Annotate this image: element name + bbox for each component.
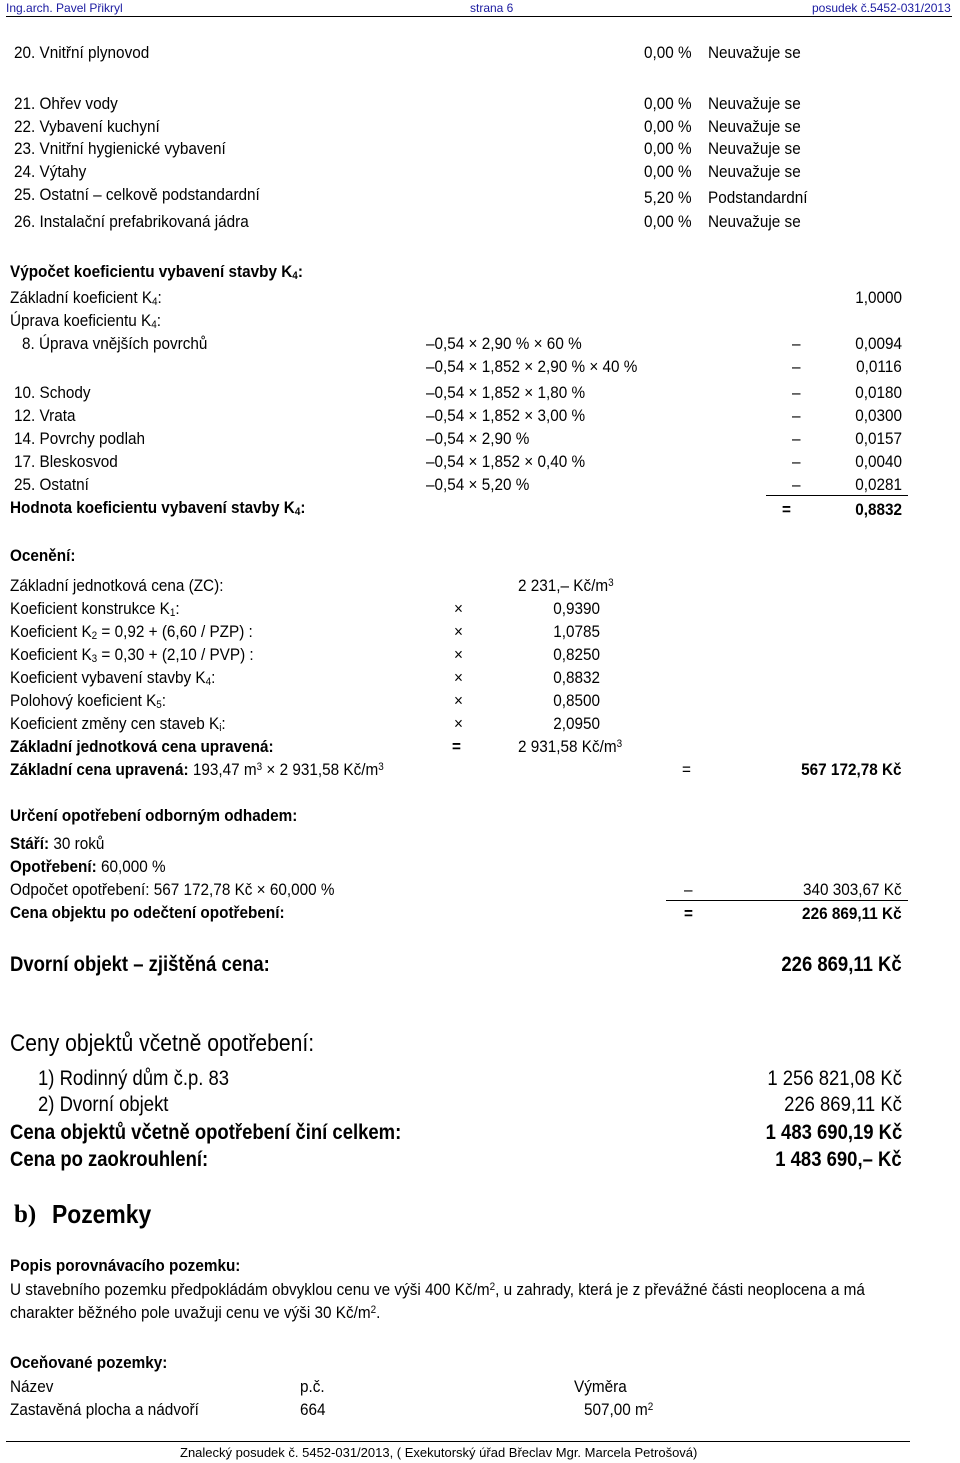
k4-title: Výpočet koeficientu vybavení stavby $K_4$: (10, 262, 303, 282)
lot-parcel: 664 (300, 1400, 326, 1419)
header-rule (6, 16, 952, 17)
minus-sign: – (792, 429, 801, 448)
equipment-state: Podstandardní (708, 188, 808, 207)
minus-sign: – (792, 406, 801, 425)
eq-sign: = (452, 737, 461, 756)
equipment-label: 23. Vnitřní hygienické vybavení (14, 139, 226, 158)
k4-result-value: 0,8832 (855, 500, 902, 519)
minus-sign: – (792, 383, 801, 402)
land-desc-line: U stavebního pozemku předpokládám obvyklou cenu ve výši 400 $Kč/m^2$, u zahrady, která je z převážné části neoplocena a má (10, 1280, 865, 1299)
k4-row-formula: –0,54 × 1,852 × 1,80 % (426, 383, 586, 402)
coef-value: 0,8832 (553, 668, 600, 687)
k4-base-value: 1,0000 (855, 288, 902, 307)
summary-total-label: Cena objektů včetně opotřebení činí celkem: (10, 1121, 402, 1144)
k4-adjust-label: Úprava koeficientu $K_4$: (10, 311, 161, 331)
section-letter: b) (14, 1201, 37, 1228)
times-sign: × (454, 622, 463, 641)
k4-row-value: 0,0040 (855, 452, 902, 471)
col-name: Název (10, 1377, 54, 1396)
courtyard-price-value: 226 869,11 Kč (781, 953, 902, 976)
deduction-label: Odpočet opotřebení: 567 172,78 Kč × 60,000 % (10, 880, 335, 899)
k4-result-eq: = (782, 500, 791, 519)
k4-row-formula: –0,54 × 5,20 % (426, 475, 530, 494)
valuation-title: Ocenění: (10, 546, 76, 565)
eq-sign: = (682, 760, 691, 779)
coef-label: Koeficient $K_3 = 0,30 + (2,10 / PVP)$ : (10, 645, 254, 665)
summary-item-value: 226 869,11 Kč (784, 1093, 902, 1116)
land-desc-line: charakter běžného pole uvažuji cenu ve výši 30 $Kč/m^2$. (10, 1303, 381, 1322)
adjusted-price-label: Základní cena upravená: 193,47 $m^3 \times 2$ 931,58 $Kč/m^3$ (10, 760, 384, 779)
minus-sign: – (792, 334, 801, 353)
k4-row-formula: –0,54 × 2,90 % × 60 % (426, 334, 582, 353)
courtyard-price-label: Dvorní objekt – zjištěná cena: (10, 953, 270, 976)
wear-title: Určení opotřebení odborným odhadem: (10, 806, 298, 825)
minus-sign: – (792, 357, 801, 376)
k4-row-label: 8. Úprava vnějších povrchů (22, 334, 208, 353)
summary-item-label: 1) Rodinný dům č.p. 83 (38, 1067, 230, 1090)
section-title: Pozemky (52, 1199, 152, 1229)
equipment-pct: 0,00 % (644, 117, 692, 136)
coef-value: 2,0950 (553, 714, 600, 733)
equipment-pct: 0,00 % (644, 94, 692, 113)
coef-value: 0,8250 (553, 645, 600, 664)
times-sign: × (454, 645, 463, 664)
k4-row-label: 17. Bleskosvod (14, 452, 118, 471)
k4-row-formula: –0,54 × 1,852 × 3,00 % (426, 406, 586, 425)
eq-sign: = (684, 904, 693, 923)
minus-sign: – (792, 452, 801, 471)
base-price-value: 2 231,– $Kč/m^3$ (518, 576, 614, 595)
k4-row-label: 12. Vrata (14, 406, 76, 425)
col-parcel: p.č. (300, 1377, 325, 1396)
coef-label: Koeficient $K_2 = 0,92 + (6,60 / PZP)$ : (10, 622, 253, 642)
header-report: posudek č.5452-031/2013 (812, 1, 951, 15)
summary-title: Ceny objektů včetně opotřebení: (10, 1030, 315, 1057)
k4-row-label: 14. Povrchy podlah (14, 429, 145, 448)
equipment-label: 24. Výtahy (14, 162, 87, 181)
k4-row-label: 10. Schody (14, 383, 91, 402)
k4-row-value: 0,0116 (856, 357, 902, 376)
equipment-pct: 0,00 % (644, 139, 692, 158)
equipment-label: 21. Ohřev vody (14, 94, 118, 113)
equipment-state: Neuvažuje se (708, 139, 801, 158)
sum-rule (666, 900, 908, 901)
k4-row-label: 25. Ostatní (14, 475, 89, 494)
equipment-pct: 5,20 % (644, 188, 692, 207)
coef-label: Polohový koeficient $K_5$: (10, 691, 167, 711)
net-price-value: 226 869,11 Kč (802, 904, 902, 923)
equipment-label: 25. Ostatní – celkově podstandardní (14, 185, 260, 204)
coef-label: Koeficient změny cen staveb $K_i$: (10, 714, 226, 734)
age-line: Stáří: 30 roků (10, 834, 105, 853)
minus-sign: – (684, 880, 693, 899)
times-sign: × (454, 714, 463, 733)
footer-text: Znalecký posudek č. 5452-031/2013, ( Exekutorský úřad Břeclav Mgr. Marcela Petrošová) (180, 1445, 698, 1460)
k4-row-value: 0,0180 (855, 383, 902, 402)
equipment-label: 26. Instalační prefabrikovaná jádra (14, 212, 249, 231)
lot-name: Zastavěná plocha a nádvoří (10, 1400, 199, 1419)
summary-item-label: 2) Dvorní objekt (38, 1093, 169, 1116)
footer-rule (6, 1441, 910, 1442)
adjusted-unit-price-label: Základní jednotková cena upravená: (10, 737, 274, 756)
coef-value: 1,0785 (553, 622, 600, 641)
lot-area: 507,00 $m^2$ (584, 1400, 654, 1419)
summary-total-value: 1 483 690,19 Kč (765, 1121, 902, 1144)
col-area: Výměra (574, 1377, 627, 1396)
summary-rounded-value: 1 483 690,– Kč (775, 1148, 902, 1171)
net-price-label: Cena objektu po odečtení opotřebení: (10, 903, 285, 922)
times-sign: × (454, 668, 463, 687)
equipment-pct: 0,00 % (644, 162, 692, 181)
k4-row-formula: –0,54 × 1,852 × 2,90 % × 40 % (426, 357, 638, 376)
equipment-label: 22. Vybavení kuchyní (14, 117, 160, 136)
adjusted-price-value: 567 172,78 Kč (801, 760, 902, 779)
equipment-state: Neuvažuje se (708, 162, 801, 181)
coef-label: Koeficient vybavení stavby $K_4$: (10, 668, 216, 688)
coef-value: 0,9390 (553, 599, 600, 618)
k4-row-value: 0,0157 (855, 429, 902, 448)
land-desc-title: Popis porovnávacího pozemku: (10, 1256, 241, 1275)
coef-value: 0,8500 (553, 691, 600, 710)
equipment-state: Neuvažuje se (708, 117, 801, 136)
header-page: strana 6 (470, 1, 514, 15)
deduction-value: 340 303,67 Kč (803, 880, 902, 899)
k4-row-value: 0,0094 (855, 334, 902, 353)
k4-row-formula: –0,54 × 1,852 × 0,40 % (426, 452, 586, 471)
sum-rule (766, 495, 908, 496)
adjusted-unit-price-value: 2 931,58 $Kč/m^3$ (518, 737, 623, 756)
times-sign: × (454, 691, 463, 710)
equipment-pct: 0,00 % (644, 43, 692, 62)
coef-label: Koeficient konstrukce $K_1$: (10, 599, 180, 619)
summary-rounded-label: Cena po zaokrouhlení: (10, 1148, 209, 1171)
header-author: Ing.arch. Pavel Přikryl (6, 1, 123, 15)
equipment-state: Neuvažuje se (708, 94, 801, 113)
equipment-pct: 0,00 % (644, 212, 692, 231)
k4-row-formula: –0,54 × 2,90 % (426, 429, 530, 448)
base-price-label: Základní jednotková cena (ZC): (10, 576, 224, 595)
k4-row-value: 0,0300 (855, 406, 902, 425)
times-sign: × (454, 599, 463, 618)
equipment-state: Neuvažuje se (708, 43, 801, 62)
equipment-state: Neuvažuje se (708, 212, 801, 231)
minus-sign: – (792, 475, 801, 494)
wear-line: Opotřebení: 60,000 % (10, 857, 166, 876)
equipment-label: 20. Vnitřní plynovod (14, 43, 150, 62)
lots-title: Oceňované pozemky: (10, 1353, 168, 1372)
k4-result-label: Hodnota koeficientu vybavení stavby $K_4$: (10, 498, 306, 518)
summary-item-value: 1 256 821,08 Kč (767, 1067, 902, 1090)
k4-base-label: Základní koeficient $K_4$: (10, 288, 162, 308)
k4-row-value: 0,0281 (855, 475, 902, 494)
